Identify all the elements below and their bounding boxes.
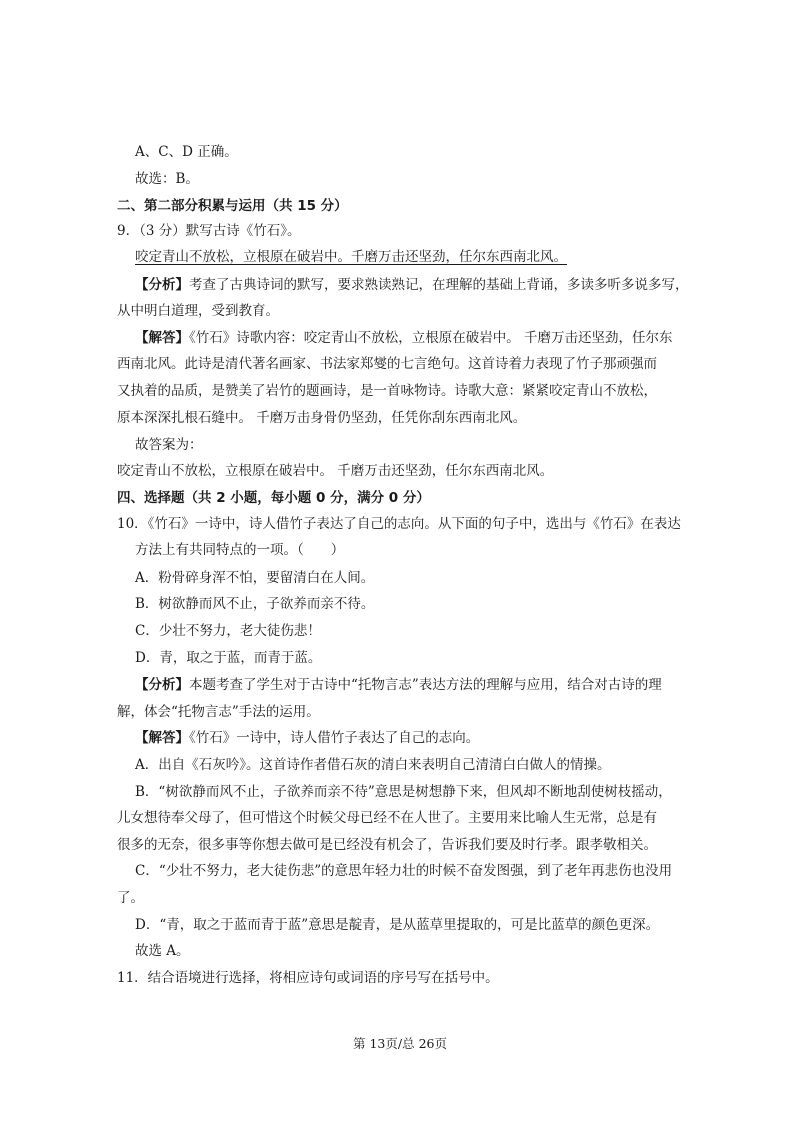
text-line: 从中明白道理，受到教育。 [117, 303, 279, 319]
text-line: 很多的无奈，很多事等你想去做可是已经没有机会了，告诉我们要及时行孝。跟孝敬相关。 [117, 837, 657, 853]
text-line: B．“树欲静而风不止，子欲养而亲不待”意思是树想静下来，但风却不断地刮使树枝摇动， [135, 784, 672, 800]
analysis-tag: 【分析】 [135, 677, 189, 693]
solution-line: 【解答】《竹石》诗歌内容：咬定青山不放松，立根原在破岩中。 千磨万击还坚劲，任尔东 [135, 330, 673, 346]
text-line: 方法上有共同特点的一项。（ ） [135, 542, 345, 558]
option-b: B．树欲静而风不止，子欲养而亲不待。 [135, 596, 375, 612]
answer-tag: 【解答】 [135, 730, 189, 746]
text-line: 解，体会“托物言志”手法的运用。 [117, 704, 320, 720]
question-10: 10．《竹石》一诗中，诗人借竹子表达了自己的志向。从下面的句子中，选出与《竹石》在表达 [117, 516, 681, 532]
option-c: C．少壮不努力，老大徒伤悲！ [135, 623, 321, 639]
text-line: 又执着的品质，是赞美了岩竹的题画诗，是一首咏物诗。诗歌大意：紧紧咬定青山不放松， [117, 383, 657, 399]
text-line: 咬定青山不放松，立根原在破岩中。 千磨万击还坚劲，任尔东西南北风。 [117, 463, 554, 479]
text-line: 儿女想待奉父母了，但可惜这个时候父母已经不在人世了。主要用来比喻人生无常，总是有 [117, 810, 657, 826]
analysis-line: 【分析】考查了古典诗词的默写，要求熟读熟记，在理解的基础上背诵，多读多听多说多写， [135, 277, 689, 293]
option-a: A．粉骨碎身浑不怕，要留清白在人间。 [135, 570, 375, 586]
text-line: 西南北风。此诗是清代著名画家、书法家郑燮的七言绝句。这首诗着力表现了竹子那顽强而 [117, 356, 657, 372]
answer-line: 咬定青山不放松，立根原在破岩中。千磨万击还坚劲，任尔东西南北风。 [135, 249, 567, 265]
text-line: A、C、D 正确。 [135, 144, 238, 160]
text-line: 原本深深扎根石缝中。 千磨万击身骨仍坚劲，任凭你刮东西南北风。 [117, 410, 527, 426]
option-d: D．青，取之于蓝，而青于蓝。 [135, 650, 322, 666]
text-line: 故选 A。 [135, 943, 190, 959]
section-heading: 二、第二部分积累与运用（共 15 分） [117, 198, 348, 214]
page-footer: 第 13页/总 26页 [353, 1036, 447, 1051]
text-line: 了。 [117, 890, 144, 906]
analysis-line: 【分析】本题考查了学生对于古诗中“托物言志”表达方法的理解与应用，结合对古诗的理 [135, 677, 662, 693]
solution-line: 【解答】《竹石》一诗中，诗人借竹子表达了自己的志向。 [135, 730, 480, 746]
answer-tag: 【解答】 [135, 330, 189, 346]
text-line: C．“少壮不努力，老大徒伤悲”的意思年轻力壮的时候不奋发图强，到了老年再悲伤也没用 [135, 863, 673, 879]
section-heading: 四、选择题（共 2 小题，每小题 0 分，满分 0 分） [117, 490, 430, 506]
text-line: 故答案为： [135, 437, 203, 453]
text-line: D．“青，取之于蓝而青于蓝”意思是靛青，是从蓝草里提取的，可是比蓝草的颜色更深。 [135, 917, 660, 933]
text-line: 故选：B。 [135, 171, 199, 187]
question-11: 11．结合语境进行选择，将相应诗句或词语的序号写在括号中。 [117, 970, 499, 986]
analysis-tag: 【分析】 [135, 277, 189, 293]
text-line: A．出自《石灰吟》。这首诗作者借石灰的清白来表明自己清清白白做人的情操。 [135, 757, 611, 773]
question-9: 9．（3 分）默写古诗《竹石》。 [117, 223, 301, 239]
